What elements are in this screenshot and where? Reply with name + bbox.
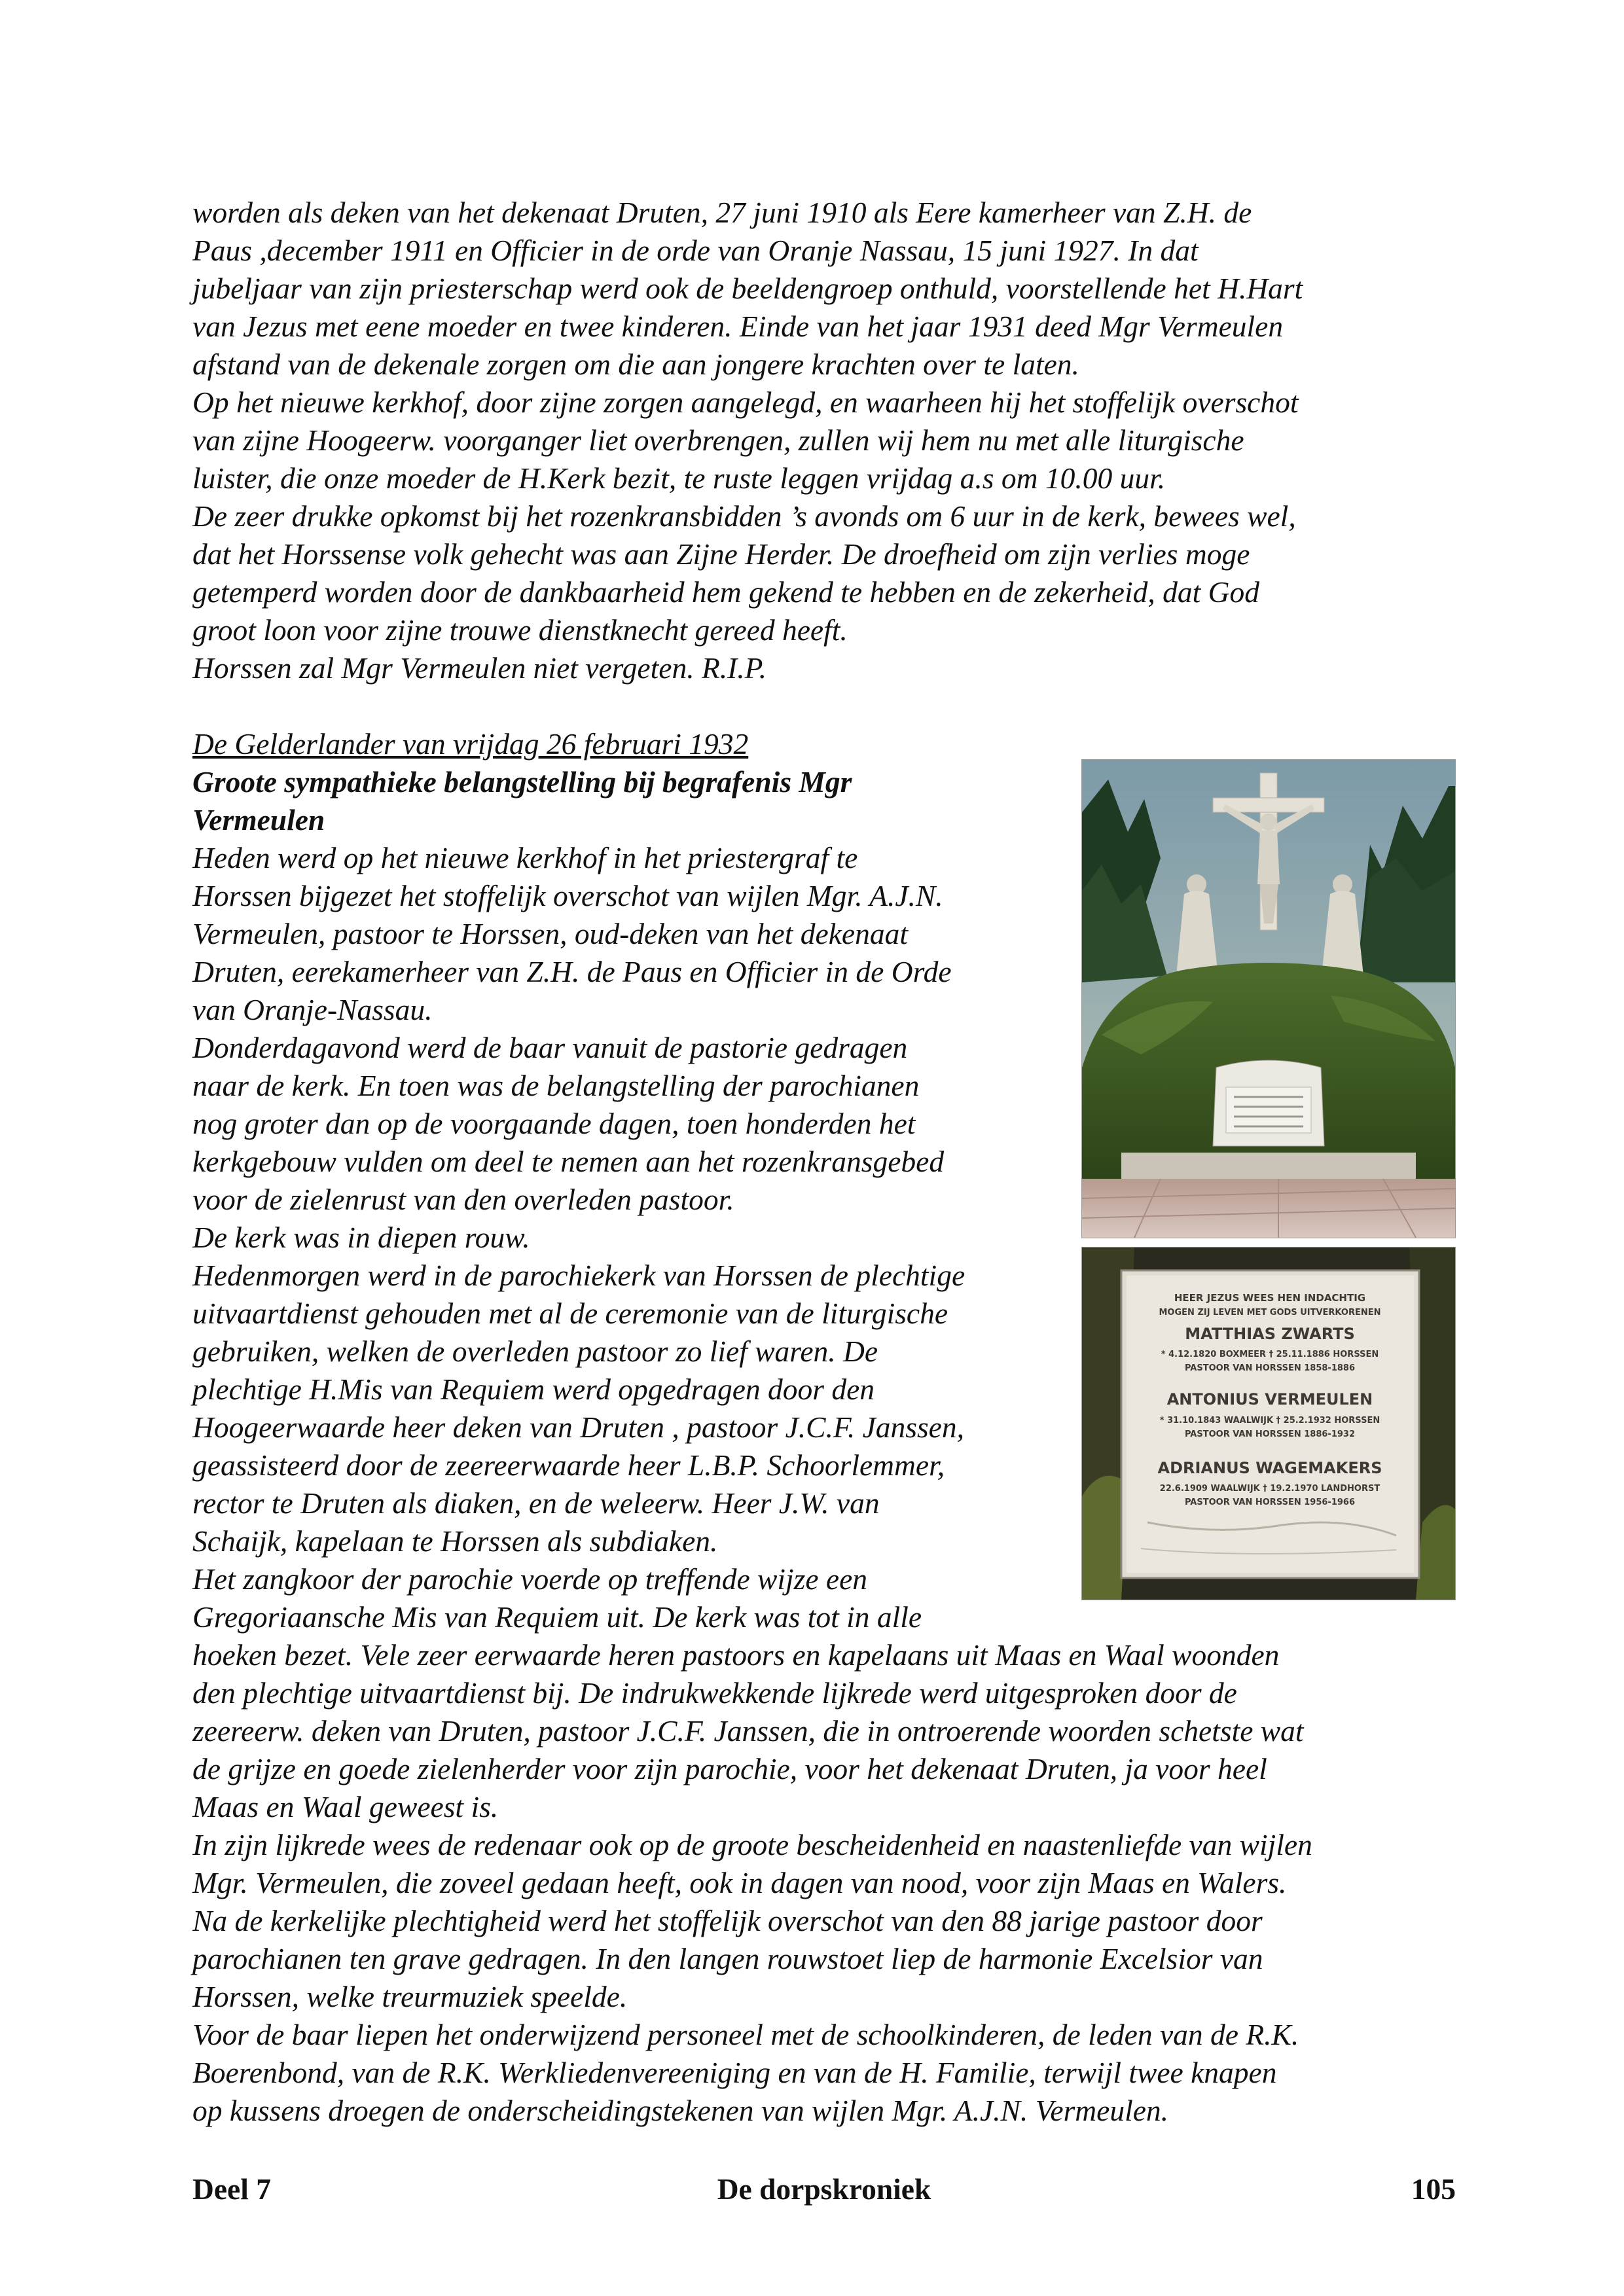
text-line: naar de kerk. En toen was de belangstelling der parochianen: [192, 1069, 920, 1102]
text-line: Het zangkoor der parochie voerde op treffende wijze een: [192, 1562, 868, 1596]
text-line: getemperd worden door de dankbaarheid hem gekend te hebben en de zekerheid, dat God: [192, 575, 1260, 609]
text-line: van Oranje-Nassau.: [192, 993, 433, 1026]
footer-title: De dorpskroniek: [717, 2172, 931, 2206]
text-line: Na de kerkelijke plechtigheid werd het stoffelijk overschot van den 88 jarige pastoor door: [192, 1904, 1263, 1937]
plaque-text: PASTOOR VAN HORSSEN 1886-1932: [1184, 1429, 1356, 1439]
footer-volume: Deel 7: [192, 2172, 272, 2206]
text-line: De zeer drukke opkomst bij het rozenkransbidden ’s avonds om 6 uur in de kerk, bewees wel,: [192, 499, 1296, 533]
text-line: gebruiken, welken de overleden pastoor zo lief waren. De: [192, 1335, 878, 1368]
text-line: geassisteerd door de zeereerwaarde heer L.B.P. Schoorlemmer,: [192, 1448, 945, 1482]
text-line: Hedenmorgen werd in de parochiekerk van Horssen de plechtige: [192, 1259, 965, 1292]
text-line: jubeljaar van zijn priesterschap werd ook de beeldengroep onthuld, voorstellende het H.Hart: [192, 272, 1303, 305]
text-line: op kussens droegen de onderscheidingstekenen van wijlen Mgr. A.J.N. Vermeulen.: [192, 2094, 1169, 2127]
page-number: 105: [1411, 2172, 1456, 2206]
text-line: De kerk was in diepen rouw.: [192, 1221, 530, 1254]
article-source: De Gelderlander van vrijdag 26 februari 1932: [192, 727, 749, 761]
plaque-text: MATTHIAS ZWARTS: [1185, 1325, 1355, 1343]
text-line: Voor de baar liepen het onderwijzend personeel met de schoolkinderen, de leden van de R.K.: [192, 2018, 1299, 2051]
plaque-text: MOGEN ZIJ LEVEN MET GODS UITVERKORENEN: [1159, 1308, 1381, 1318]
text-line: Maas en Waal geweest is.: [192, 1790, 499, 1823]
text-line: groot loon voor zijne trouwe dienstknecht gereed heeft.: [192, 613, 848, 647]
text-line: afstand van de dekenale zorgen om die aan jongere krachten over te laten.: [192, 348, 1079, 381]
text-line: Paus ,december 1911 en Officier in de orde van Oranje Nassau, 15 juni 1927. In dat: [192, 234, 1199, 267]
text-line: zeereerw. deken van Druten, pastoor J.C.F. Janssen, die in ontroerende woorden schetste wat: [192, 1714, 1304, 1748]
text-line: de grijze en goede zielenherder voor zijn parochie, voor het dekenaat Druten, ja voor heel: [192, 1752, 1267, 1785]
text-line: Gregoriaansche Mis van Requiem uit. De kerk was tot in alle: [192, 1600, 922, 1634]
plaque-text: PASTOOR VAN HORSSEN 1956-1966: [1184, 1498, 1356, 1507]
text-line: Donderdagavond werd de baar vanuit de pastorie gedragen: [192, 1031, 908, 1064]
page-footer: [192, 2172, 1456, 2211]
plaque-text: * 4.12.1820 BOXMEER † 25.11.1886 HORSSEN: [1161, 1350, 1379, 1359]
plaque-text: * 31.10.1843 WAALWIJK † 25.2.1932 HORSSEN: [1159, 1416, 1380, 1426]
text-line: plechtige H.Mis van Requiem werd opgedragen door den: [192, 1372, 875, 1406]
plaque-text: HEER JEZUS WEES HEN INDACHTIG: [1174, 1292, 1366, 1304]
text-line: Horssen bijgezet het stoffelijk overschot van wijlen Mgr. A.J.N.: [192, 879, 943, 912]
text-line: uitvaartdienst gehouden met al de ceremonie van de liturgische: [192, 1297, 948, 1330]
text-line: den plechtige uitvaartdienst bij. De indrukwekkende lijkrede werd uitgesproken door de: [192, 1676, 1237, 1710]
plaque-text: ANTONIUS VERMEULEN: [1166, 1390, 1373, 1408]
text-line: hoeken bezet. Vele zeer eerwaarde heren pastoors en kapelaans uit Maas en Waal woonden: [192, 1638, 1280, 1672]
text-line: Schaijk, kapelaan te Horssen als subdiaken.: [192, 1524, 718, 1558]
text-line: Druten, eerekamerheer van Z.H. de Paus en Officier in de Orde: [192, 955, 952, 988]
intro-text: [192, 194, 1456, 687]
photo-memorial-plaque: [1081, 1247, 1456, 1600]
text-line: In zijn lijkrede wees de redenaar ook op de groote bescheidenheid en naastenliefde van wijlen: [192, 1828, 1312, 1861]
article-headline: Groote sympathieke belangstelling bij begrafenis Mgr: [192, 765, 852, 798]
article-headline: Vermeulen: [192, 803, 325, 836]
text-line: Vermeulen, pastoor te Horssen, oud-deken van het dekenaat: [192, 917, 908, 950]
article-body-narrow: [192, 839, 1076, 1636]
text-line: kerkgebouw vulden om deel te nemen aan het rozenkransgebed: [192, 1145, 945, 1178]
plaque-text: 22.6.1909 WAALWIJK † 19.2.1970 LANDHORST: [1159, 1484, 1380, 1494]
text-line: Hoogeerwaarde heer deken van Druten , pastoor J.C.F. Janssen,: [192, 1410, 965, 1444]
plaque-text: PASTOOR VAN HORSSEN 1858-1886: [1184, 1363, 1356, 1373]
text-line: van Jezus met eene moeder en twee kinderen. Einde van het jaar 1931 deed Mgr Vermeulen: [192, 310, 1284, 343]
text-line: worden als deken van het dekenaat Druten, 27 juni 1910 als Eere kamerheer van Z.H. de: [192, 196, 1252, 229]
memorial-plaque-image: [1082, 1247, 1455, 1600]
text-line: van zijne Hoogeerw. voorganger liet overbrengen, zullen wij hem nu met alle liturgische: [192, 423, 1244, 457]
text-line: Horssen zal Mgr Vermeulen niet vergeten. R.I.P.: [192, 651, 767, 685]
crucifix-monument-image: [1082, 760, 1455, 1238]
text-line: luister, die onze moeder de H.Kerk bezit, te ruste leggen vrijdag a.s om 10.00 uur.: [192, 461, 1166, 495]
text-line: Boerenbond, van de R.K. Werkliedenvereeniging en van de H. Familie, terwijl twee knapen: [192, 2056, 1277, 2089]
photo-crucifix-monument: [1081, 759, 1456, 1238]
text-line: rector te Druten als diaken, en de weleerw. Heer J.W. van: [192, 1486, 880, 1520]
text-line: Op het nieuwe kerkhof, door zijne zorgen aangelegd, en waarheen hij het stoffelijk overschot: [192, 386, 1299, 419]
plaque-text: ADRIANUS WAGEMAKERS: [1157, 1459, 1382, 1477]
text-line: voor de zielenrust van den overleden pastoor.: [192, 1183, 734, 1216]
text-line: Horssen, welke treurmuziek speelde.: [192, 1980, 628, 2013]
text-line: nog groter dan op de voorgaande dagen, toen honderden het: [192, 1107, 916, 1140]
text-line: parochianen ten grave gedragen. In den langen rouwstoet liep de harmonie Excelsior van: [192, 1942, 1263, 1975]
text-line: Heden werd op het nieuwe kerkhof in het priestergraf te: [192, 841, 858, 874]
text-line: Mgr. Vermeulen, die zoveel gedaan heeft, ook in dagen van nood, voor zijn Maas en Walers.: [192, 1866, 1287, 1899]
text-line: dat het Horssense volk gehecht was aan Zijne Herder. De droefheid om zijn verlies moge: [192, 537, 1250, 571]
